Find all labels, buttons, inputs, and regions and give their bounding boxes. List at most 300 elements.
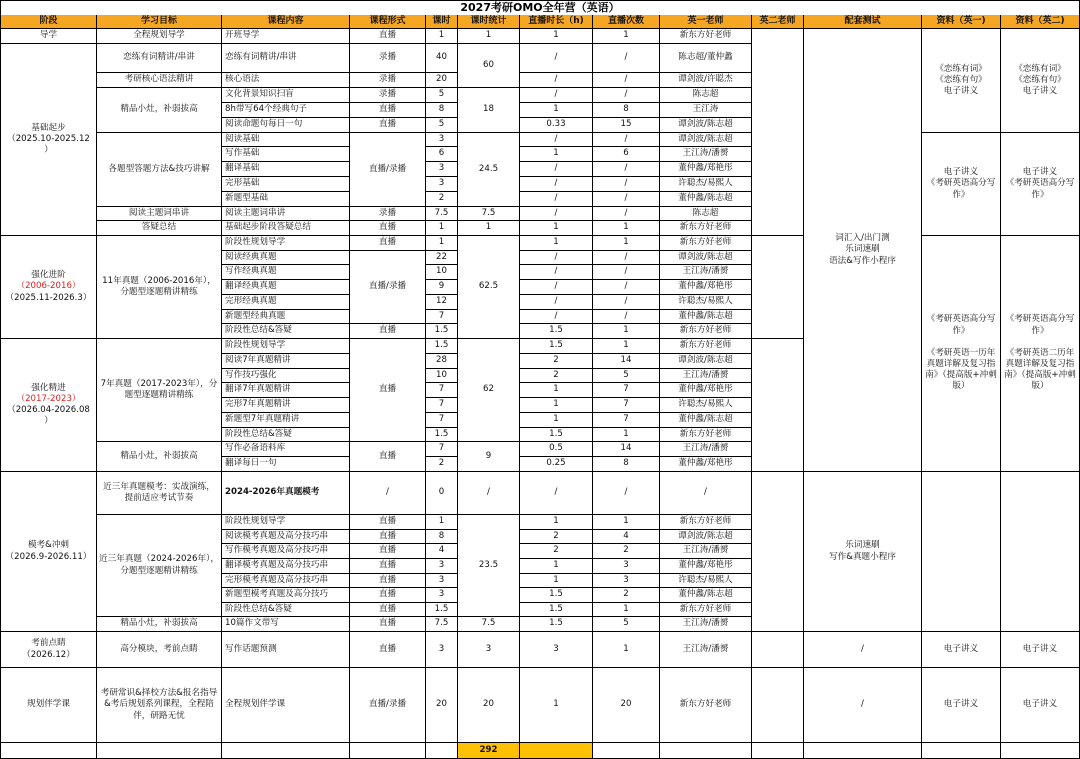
teacher2-cell	[752, 236, 804, 339]
hours-cell: 1.5	[426, 603, 458, 617]
content-cell: 写作经典真题	[222, 265, 350, 280]
goal-cell: 答疑总结	[97, 221, 222, 236]
live-hours-cell: 1.5	[520, 428, 593, 442]
column-header: 课时	[426, 15, 458, 29]
teacher1-cell: 许聪杰/易熙人	[660, 295, 752, 310]
content-cell: 阅读基础	[222, 133, 350, 147]
goal-cell: 阅读主题词串讲	[97, 207, 222, 221]
material1-cell: 《考研英语高分写作》 《考研英语一历年真题详解及复习指南》（提高版+冲刺版）	[922, 236, 1001, 472]
form-cell: 录播	[350, 44, 426, 73]
hour-stat-cell: 24.5	[458, 133, 520, 207]
hours-cell: 10	[426, 265, 458, 280]
form-cell: 直播	[350, 324, 426, 339]
content-cell: 阅读经典真题	[222, 251, 350, 265]
live-hours-cell: 1	[520, 515, 593, 530]
teacher1-cell: 谭剑波/陈志超	[660, 530, 752, 544]
live-hours-cell: 2	[520, 530, 593, 544]
phase-period: （2025.10-2025.12 ）	[7, 133, 90, 156]
live-count-cell: 8	[593, 457, 660, 472]
teacher1-cell: 陈志超/董仲蠡	[660, 44, 752, 73]
footer-cell	[752, 743, 804, 759]
hour-stat-cell: 62.5	[458, 236, 520, 339]
live-count-cell: 1	[593, 603, 660, 617]
hours-cell: 7	[426, 413, 458, 428]
phase-cell	[0, 236, 97, 339]
teacher1-cell: 董仲蠡/郑艳彤	[660, 457, 752, 472]
content-cell: 完形基础	[222, 177, 350, 192]
content-cell: 阶段性规划导学	[222, 515, 350, 530]
column-header: 阶段	[0, 15, 97, 29]
live-count-cell: /	[593, 280, 660, 295]
content-cell: 阅读模考真题及高分技巧串	[222, 530, 350, 544]
column-header: 英一老师	[660, 15, 752, 29]
form-cell: 录播	[350, 207, 426, 221]
live-count-cell: /	[593, 88, 660, 103]
teacher1-cell: 新东方好老师	[660, 29, 752, 44]
live-count-cell: /	[593, 44, 660, 73]
live-count-cell: 15	[593, 118, 660, 133]
phase-years: （2006-2016）	[16, 281, 81, 292]
content-cell: 写作模考真题及高分技巧串	[222, 544, 350, 559]
live-count-cell: 2	[593, 588, 660, 603]
hours-cell: 2	[426, 457, 458, 472]
live-hours-cell: /	[520, 251, 593, 265]
teacher1-cell: 新东方好老师	[660, 603, 752, 617]
hours-cell: 12	[426, 295, 458, 310]
teacher1-cell: 陈志超	[660, 207, 752, 221]
live-count-cell: /	[593, 265, 660, 280]
content-cell: 翻译基础	[222, 162, 350, 177]
live-hours-cell: 2	[520, 369, 593, 383]
material2-cell: 电子讲义 《考研英语高分写作》	[1001, 133, 1080, 236]
teacher1-cell: 王江涛/潘赟	[660, 265, 752, 280]
hours-cell: 3	[426, 632, 458, 668]
live-count-cell: 14	[593, 442, 660, 457]
live-hours-cell: 3	[520, 632, 593, 668]
teacher1-cell: 董仲蠡/郑艳彤	[660, 280, 752, 295]
column-header: 课程内容	[222, 15, 350, 29]
goal-cell: 高分模块，考前点睛	[97, 632, 222, 668]
goal-cell: 精品小灶，补弱拔高	[97, 88, 222, 133]
live-hours-cell: /	[520, 280, 593, 295]
content-cell: 2024-2026年真题模考	[222, 472, 350, 515]
form-cell: 直播/录播	[350, 668, 426, 743]
hours-cell: 3	[426, 588, 458, 603]
goal-cell: 近三年真题模考：实战演练，提前适应考试节奏	[97, 472, 222, 515]
live-hours-cell: 1	[520, 147, 593, 162]
live-count-cell: 1	[593, 515, 660, 530]
hours-cell: 8	[426, 103, 458, 118]
footer-highlight	[520, 743, 593, 759]
column-header: 直播时长（h)	[520, 15, 593, 29]
phase-name: 考前点睛	[31, 638, 66, 649]
live-hours-cell: 1.5	[520, 617, 593, 632]
footer-cell	[0, 743, 97, 759]
live-count-cell: /	[593, 73, 660, 88]
column-header: 配套测试	[804, 15, 922, 29]
content-cell: 新题型模考真题及高分技巧	[222, 588, 350, 603]
live-count-cell: 5	[593, 617, 660, 632]
column-header: 直播次数	[593, 15, 660, 29]
form-cell: 直播	[350, 515, 426, 530]
live-hours-cell: /	[520, 265, 593, 280]
content-cell: 阶段性规划导学	[222, 339, 350, 354]
live-count-cell: 2	[593, 544, 660, 559]
live-hours-cell: 1	[520, 29, 593, 44]
hours-cell: 6	[426, 147, 458, 162]
live-count-cell: 6	[593, 147, 660, 162]
live-hours-cell: 2	[520, 354, 593, 369]
live-hours-cell: 1	[520, 398, 593, 413]
hours-cell: 1.5	[426, 428, 458, 442]
test-cell: /	[804, 632, 922, 668]
hour-stat-cell: 7.5	[458, 617, 520, 632]
footer-cell	[222, 743, 350, 759]
hours-cell: 7	[426, 383, 458, 398]
form-cell: 录播	[350, 73, 426, 88]
live-hours-cell: /	[520, 73, 593, 88]
live-count-cell: /	[593, 472, 660, 515]
teacher1-cell: 王江涛	[660, 103, 752, 118]
column-header: 资料（英一)	[922, 15, 1001, 29]
live-hours-cell: /	[520, 44, 593, 73]
live-count-cell: 1	[593, 221, 660, 236]
form-cell: 直播	[350, 574, 426, 588]
phase-name: 强化精进	[31, 382, 66, 393]
teacher1-cell: 陈志超	[660, 88, 752, 103]
footer-cell	[593, 743, 660, 759]
live-hours-cell: /	[520, 133, 593, 147]
teacher1-cell: 王江涛/潘赟	[660, 617, 752, 632]
form-cell: 直播	[350, 442, 426, 472]
form-cell: 直播	[350, 221, 426, 236]
footer-cell	[922, 743, 1001, 759]
live-count-cell: 8	[593, 103, 660, 118]
phase-period: （2026.9-2026.11）	[5, 551, 92, 562]
form-cell: 直播	[350, 118, 426, 133]
form-cell: 直播/录播	[350, 251, 426, 324]
hours-cell: 1	[426, 515, 458, 530]
hours-cell: 1	[426, 236, 458, 251]
live-hours-cell: 1	[520, 574, 593, 588]
footer-cell	[426, 743, 458, 759]
live-count-cell: /	[593, 133, 660, 147]
form-cell: /	[350, 472, 426, 515]
goal-cell: 精品小灶，补弱拔高	[97, 442, 222, 472]
live-count-cell: 1	[593, 324, 660, 339]
hours-cell: 7.5	[426, 617, 458, 632]
teacher1-cell: 谭剑波/陈志超	[660, 354, 752, 369]
hour-stat-cell: 1	[458, 221, 520, 236]
live-hours-cell: 1	[520, 559, 593, 574]
content-cell: 写作话题预测	[222, 632, 350, 668]
live-hours-cell: /	[520, 88, 593, 103]
hours-cell: 7	[426, 442, 458, 457]
live-count-cell: /	[593, 192, 660, 207]
teacher1-cell: 王江涛/潘赟	[660, 369, 752, 383]
hour-stat-cell: 9	[458, 442, 520, 472]
form-cell: 直播	[350, 632, 426, 668]
material2-cell: 《考研英语高分写作》 《考研英语二历年真题详解及复习指南》（提高版+冲刺版）	[1001, 236, 1080, 472]
content-cell: 恋练有词精讲/串讲	[222, 44, 350, 73]
live-hours-cell: 1	[520, 236, 593, 251]
phase-name: 基础起步	[31, 122, 66, 133]
teacher1-cell: 新东方好老师	[660, 668, 752, 743]
phase-cell	[0, 472, 97, 632]
live-count-cell: 7	[593, 398, 660, 413]
phase-cell: 导学	[0, 29, 97, 44]
form-cell: 直播	[350, 588, 426, 603]
live-count-cell: 3	[593, 559, 660, 574]
live-hours-cell: 0.25	[520, 457, 593, 472]
goal-cell: 各题型答题方法&技巧讲解	[97, 133, 222, 207]
form-cell: 直播/录播	[350, 133, 426, 207]
form-cell: 直播	[350, 559, 426, 574]
phase-period: （2026.12）	[22, 649, 75, 660]
form-cell: 直播	[350, 544, 426, 559]
hours-cell: 40	[426, 44, 458, 73]
hour-stat-cell: 62	[458, 339, 520, 442]
live-count-cell: /	[593, 295, 660, 310]
teacher1-cell: 新东方好老师	[660, 339, 752, 354]
live-hours-cell: /	[520, 162, 593, 177]
material1-cell	[922, 472, 1001, 632]
hours-cell: 3	[426, 177, 458, 192]
test-cell: 词汇入/出门测 乐词速刷 语法&写作小程序	[804, 29, 922, 472]
content-cell: 写作必备语料库	[222, 442, 350, 457]
phase-years: （2017-2023）	[16, 393, 81, 404]
content-cell: 完形经典真题	[222, 295, 350, 310]
teacher1-cell: 新东方好老师	[660, 324, 752, 339]
hours-cell: 0	[426, 472, 458, 515]
sheet-title: 2027考研OMO全年营（英语）	[0, 0, 1080, 15]
teacher1-cell: 王江涛/潘赟	[660, 632, 752, 668]
live-hours-cell: 1	[520, 103, 593, 118]
live-count-cell: 5	[593, 369, 660, 383]
live-count-cell: /	[593, 207, 660, 221]
form-cell: 直播	[350, 103, 426, 118]
hours-cell: 22	[426, 251, 458, 265]
hour-stat-cell: 23.5	[458, 515, 520, 617]
content-cell: 阅读主题词串讲	[222, 207, 350, 221]
live-hours-cell: 1.5	[520, 603, 593, 617]
teacher1-cell: 新东方好老师	[660, 428, 752, 442]
live-hours-cell: /	[520, 207, 593, 221]
hours-cell: 28	[426, 354, 458, 369]
form-cell: 直播	[350, 29, 426, 44]
live-hours-cell: /	[520, 295, 593, 310]
footer-cell	[660, 743, 752, 759]
content-cell: 完形模考真题及高分技巧串	[222, 574, 350, 588]
teacher1-cell: 谭剑波/陈志超	[660, 118, 752, 133]
hours-cell: 5	[426, 118, 458, 133]
live-hours-cell: 1	[520, 383, 593, 398]
teacher2-cell	[752, 668, 804, 743]
teacher2-cell	[752, 339, 804, 472]
hour-stat-cell: 18	[458, 88, 520, 133]
live-hours-cell: 1.5	[520, 588, 593, 603]
content-cell: 10篇作文带写	[222, 617, 350, 632]
phase-name: 强化进阶	[31, 270, 66, 281]
live-count-cell: /	[593, 251, 660, 265]
phase-period: （2025.11-2026.3）	[5, 292, 92, 303]
form-cell: 直播	[350, 603, 426, 617]
hours-cell: 3	[426, 162, 458, 177]
hours-cell: 1	[426, 29, 458, 44]
phase-cell	[0, 339, 97, 472]
teacher1-cell: 谭剑波/陈志超	[660, 251, 752, 265]
phase-cell	[0, 632, 97, 668]
live-count-cell: 3	[593, 574, 660, 588]
footer-cell	[804, 743, 922, 759]
content-cell: 新题型经典真题	[222, 310, 350, 324]
live-hours-cell: /	[520, 192, 593, 207]
live-count-cell: 1	[593, 29, 660, 44]
hours-cell: 9	[426, 280, 458, 295]
content-cell: 翻译经典真题	[222, 280, 350, 295]
material1-cell: 电子讲义	[922, 632, 1001, 668]
live-count-cell: 1	[593, 632, 660, 668]
teacher1-cell: 董仲蠡/郑艳彤	[660, 559, 752, 574]
form-cell: 直播	[350, 617, 426, 632]
content-cell: 写作基础	[222, 147, 350, 162]
material2-cell: 电子讲义	[1001, 668, 1080, 743]
teacher1-cell: 董仲蠡/郑艳彤	[660, 383, 752, 398]
teacher1-cell: 董仲蠡/陈志超	[660, 310, 752, 324]
teacher1-cell: 董仲蠡/陈志超	[660, 588, 752, 603]
content-cell: 文化背景知识扫盲	[222, 88, 350, 103]
hours-cell: 8	[426, 530, 458, 544]
content-cell: 阅读7年真题精讲	[222, 354, 350, 369]
form-cell: 录播	[350, 88, 426, 103]
content-cell: 翻译每日一句	[222, 457, 350, 472]
content-cell: 开班导学	[222, 29, 350, 44]
content-cell: 阶段性总结&答疑	[222, 603, 350, 617]
content-cell: 完形7年真题精讲	[222, 398, 350, 413]
live-hours-cell: 1.5	[520, 339, 593, 354]
live-hours-cell: 0.33	[520, 118, 593, 133]
phase-cell	[0, 44, 97, 236]
hours-cell: 7	[426, 398, 458, 413]
form-cell: 直播	[350, 236, 426, 251]
hour-stat-cell: 3	[458, 632, 520, 668]
goal-cell: 11年真题（2006-2016年），分题型逐题精讲精练	[97, 236, 222, 339]
hours-cell: 3	[426, 133, 458, 147]
hour-stat-cell: 1	[458, 29, 520, 44]
hours-cell: 4	[426, 544, 458, 559]
live-hours-cell: 1	[520, 668, 593, 743]
hours-cell: 3	[426, 559, 458, 574]
live-count-cell: /	[593, 310, 660, 324]
test-cell: 乐词速刷 写作&真题小程序	[804, 472, 922, 632]
live-hours-cell: 0.5	[520, 442, 593, 457]
hours-cell: 5	[426, 88, 458, 103]
hours-cell: 1.5	[426, 324, 458, 339]
test-cell: /	[804, 668, 922, 743]
phase-name: 模考&冲刺	[27, 540, 70, 551]
content-cell: 8h带写64个经典句子	[222, 103, 350, 118]
content-cell: 翻译模考真题及高分技巧串	[222, 559, 350, 574]
live-count-cell: /	[593, 177, 660, 192]
teacher1-cell: 董仲蠡/郑艳彤	[660, 162, 752, 177]
content-cell: 阶段性规划导学	[222, 236, 350, 251]
content-cell: 新题型基础	[222, 192, 350, 207]
footer-cell	[97, 743, 222, 759]
live-hours-cell: /	[520, 310, 593, 324]
teacher1-cell: 许聪杰/易熙人	[660, 574, 752, 588]
content-cell: 阶段性总结&答疑	[222, 428, 350, 442]
goal-cell: 精品小灶，补弱拔高	[97, 617, 222, 632]
column-header: 资料（英二)	[1001, 15, 1080, 29]
hour-stat-cell: 20	[458, 668, 520, 743]
content-cell: 阅读命题句每日一句	[222, 118, 350, 133]
footer-cell	[350, 743, 426, 759]
form-cell: 直播	[350, 530, 426, 544]
content-cell: 基础起步阶段答疑总结	[222, 221, 350, 236]
material1-cell: 电子讲义	[922, 668, 1001, 743]
hours-cell: 2	[426, 192, 458, 207]
live-hours-cell: 1	[520, 221, 593, 236]
teacher2-cell	[752, 472, 804, 632]
phase-period: （2026.04-2026.08 ）	[7, 405, 90, 427]
hours-cell: 10	[426, 369, 458, 383]
teacher1-cell: 王江涛/潘赟	[660, 147, 752, 162]
material1-cell: 电子讲义 《考研英语高分写作》	[922, 133, 1001, 236]
hour-stat-cell: 7.5	[458, 207, 520, 221]
material1-cell: 《恋练有词》 《恋练有句》 电子讲义	[922, 29, 1001, 133]
goal-cell: 考研核心语法精讲	[97, 73, 222, 88]
teacher1-cell: 王江涛/潘赟	[660, 442, 752, 457]
teacher2-cell	[752, 29, 804, 236]
goal-cell: 恋练有词精讲/串讲	[97, 44, 222, 73]
live-hours-cell: 1.5	[520, 324, 593, 339]
content-cell: 核心语法	[222, 73, 350, 88]
column-header: 课程形式	[350, 15, 426, 29]
teacher1-cell: 王江涛/潘赟	[660, 544, 752, 559]
material2-cell	[1001, 472, 1080, 632]
total-hours: 292	[458, 743, 520, 759]
hour-stat-cell: /	[458, 472, 520, 515]
hour-stat-cell: 60	[458, 44, 520, 88]
live-count-cell: 20	[593, 668, 660, 743]
content-cell: 全程规划伴学课	[222, 668, 350, 743]
teacher1-cell: 许聪杰/易熙人	[660, 177, 752, 192]
teacher1-cell: 谭剑波/许聪杰	[660, 73, 752, 88]
hours-cell: 1	[426, 221, 458, 236]
hours-cell: 1.5	[426, 339, 458, 354]
hours-cell: 20	[426, 668, 458, 743]
live-count-cell: 14	[593, 354, 660, 369]
goal-cell: 全程规划导学	[97, 29, 222, 44]
column-header: 英二老师	[752, 15, 804, 29]
teacher1-cell: 新东方好老师	[660, 515, 752, 530]
phase-cell: 规划伴学课	[0, 668, 97, 743]
teacher1-cell: 董仲蠡/陈志超	[660, 192, 752, 207]
material2-cell: 电子讲义	[1001, 632, 1080, 668]
live-hours-cell: /	[520, 472, 593, 515]
content-cell: 写作技巧强化	[222, 369, 350, 383]
teacher1-cell: 董仲蠡/陈志超	[660, 413, 752, 428]
material2-cell: 《恋练有词》 《恋练有句》 电子讲义	[1001, 29, 1080, 133]
live-count-cell: /	[593, 162, 660, 177]
teacher1-cell: 谭剑波/陈志超	[660, 133, 752, 147]
hours-cell: 20	[426, 73, 458, 88]
live-count-cell: 7	[593, 383, 660, 398]
content-cell: 翻译7年真题精讲	[222, 383, 350, 398]
hours-cell: 3	[426, 574, 458, 588]
goal-cell: 7年真题（2017-2023年），分题型逐题精讲精练	[97, 339, 222, 442]
live-hours-cell: 1	[520, 413, 593, 428]
